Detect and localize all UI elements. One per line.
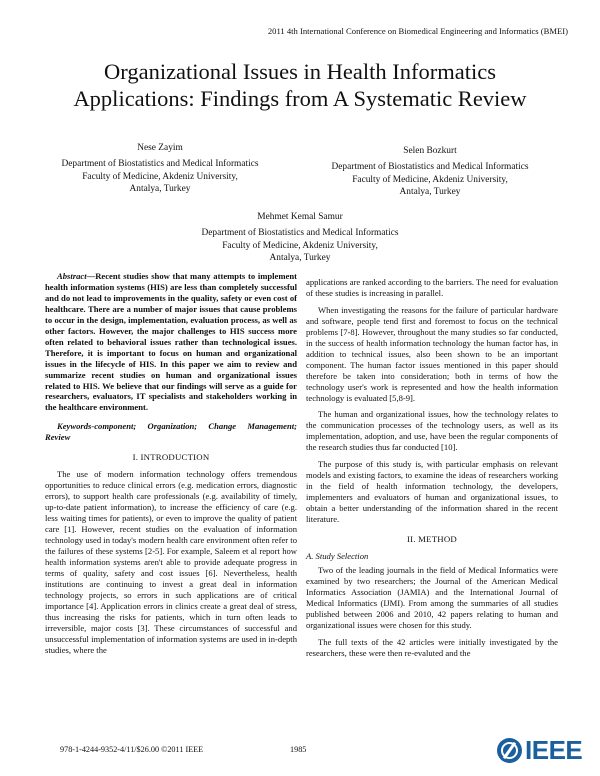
abstract-label: Abstract (57, 271, 87, 281)
author-faculty: Faculty of Medicine, Akdeniz University, (222, 240, 378, 251)
author-faculty: Faculty of Medicine, Akdeniz University, (352, 174, 508, 185)
author-name: Nese Zayim (137, 143, 183, 153)
footer-copyright: 978-1-4244-9352-4/11/$26.00 ©2011 IEEE (60, 745, 204, 754)
paper-title (0, 58, 600, 112)
subsection-heading-study-selection: A. Study Selection (306, 550, 369, 561)
intro-paragraph-1-continued: applications are ranked according to the barriers. The need for evaluation of these studies is increasing in parallel. (306, 277, 558, 298)
method-paragraph-2: The full texts of the 42 articles were initially investigated by the researchers, these were then re-evaluted and the (306, 636, 558, 658)
author-city: Antalya, Turkey (269, 253, 331, 264)
author-name: Selen Bozkurt (403, 146, 457, 156)
section-heading-method: II. METHOD (407, 534, 457, 545)
abstract-text: —Recent studies show that many attempts to implement health information systems (HIS) are less than completely successful and do not lead to improvements in the quality, safety or even cost of healthcare. There are a number of major issues that cause problems to occur in the design, implementation, evaluation process, as well as other factors. However, the major challenges to HIS success more often related to behavioral issues rather than technological issues. Therefore, it is important to focus on human and organizational issues in the lifecycle of HIS. In this paper we aim to review and summarize recent studies on human and organizational issues related to HIS. We believe that our findings will serve as a guide for researchers, evaluators, IT specialists and stakeholders working in the healthcare environment. (45, 271, 297, 413)
author-dept: Department of Biostatistics and Medical Informatics (201, 228, 399, 239)
intro-paragraph-4: The purpose of this study is, with particular emphasis on relevant models and existing factors, to examine the ideas of researchers working in the field of health information technology, the developers, implementers and evaluators of human and organizational issues, to obtain a better understanding of the information shared in the recent literature. (306, 459, 558, 525)
ieee-logo (497, 735, 582, 766)
page-number: 1985 (290, 745, 307, 754)
author-block-1 (45, 142, 275, 196)
method-paragraph-1: Two of the leading journals in the field of Medical Informatics were examined by two researchers; the Journal of the American Medical Informatics Association (JAMIA) and the International Journal of Medical Informatics (IJMI). From among the summaries of all studies published between 2006 and 2010, 42 papers relating to human and organizational issues were chosen for this study. (306, 564, 558, 630)
conference-header: 2011 4th International Conference on Biomedical Engineering and Informatics (BMEI) (267, 26, 568, 36)
author-city: Antalya, Turkey (399, 187, 461, 198)
intro-paragraph-2: When investigating the reasons for the failure of particular hardware and software, people tend first and foremost to focus on the technical problems [7-8]. However, throughout the many studies so far conducted, in the success of health information technology the human factor has, in addition to technical issues, also been shown to be an important component. The human factor issues mentioned in this paper should therefore be taken into consideration; both in terms of how the technology user's work is represented and how the health information technology is evaluated [5,8-9]. (306, 304, 558, 403)
left-column (45, 271, 297, 655)
title-line-1: Organizational Issues in Health Informatics (104, 59, 496, 84)
author-dept: Department of Biostatistics and Medical Informatics (331, 162, 529, 173)
right-column (306, 277, 558, 659)
intro-paragraph-3: The human and organizational issues, how the technology relates to the communication processes of the technology users, as well as its implementation, adoption, and use, have been the regular components of the research studies thus far conducted [10]. (306, 409, 558, 453)
author-city: Antalya, Turkey (129, 184, 191, 195)
section-heading-introduction: I. INTRODUCTION (132, 452, 210, 463)
ieee-logo-text: IEEE (525, 735, 583, 765)
keywords: Keywords-component; Organization; Change Management; Review (45, 421, 297, 443)
author-block-2 (310, 145, 550, 199)
intro-paragraph-1: The use of modern information technology offers tremendous opportunities to reduce clinical errors (e.g. medication errors, diagnostic errors), to support health care professionals (e.g. availability of timely, up-to-date patient information), to increase the efficiency of care (e.g. less waiting times for patients), or even to improve the quality of patient care [1]. However, recent studies on the evaluation of information technology used in today's modern health care environment often refer to the failures of these systems [2-5]. For example, Saleem et al report how health information systems aren't able to provide adequate progress in terms of quality, safety and cost issues [6]. Nevertheless, health institutions are continuing to invest a great deal in information technology projects, so errors in such applications are of critical importance [4]. Application errors in clinics create a great deal of stress, thus increasing the risks for patients, which in turn often leads to irreversible, major costs [3]. These circumstances of successful and unsuccessful implementation of information systems are used in in-depth studies, where the (45, 469, 297, 655)
abstract (45, 271, 297, 413)
author-faculty: Faculty of Medicine, Akdeniz University, (82, 171, 238, 182)
author-name: Mehmet Kemal Samur (257, 212, 343, 222)
ieee-logo-icon (497, 738, 522, 763)
author-dept: Department of Biostatistics and Medical Informatics (61, 159, 259, 170)
author-block-3 (180, 211, 420, 265)
title-line-2: Applications: Findings from A Systematic Review (73, 86, 527, 111)
